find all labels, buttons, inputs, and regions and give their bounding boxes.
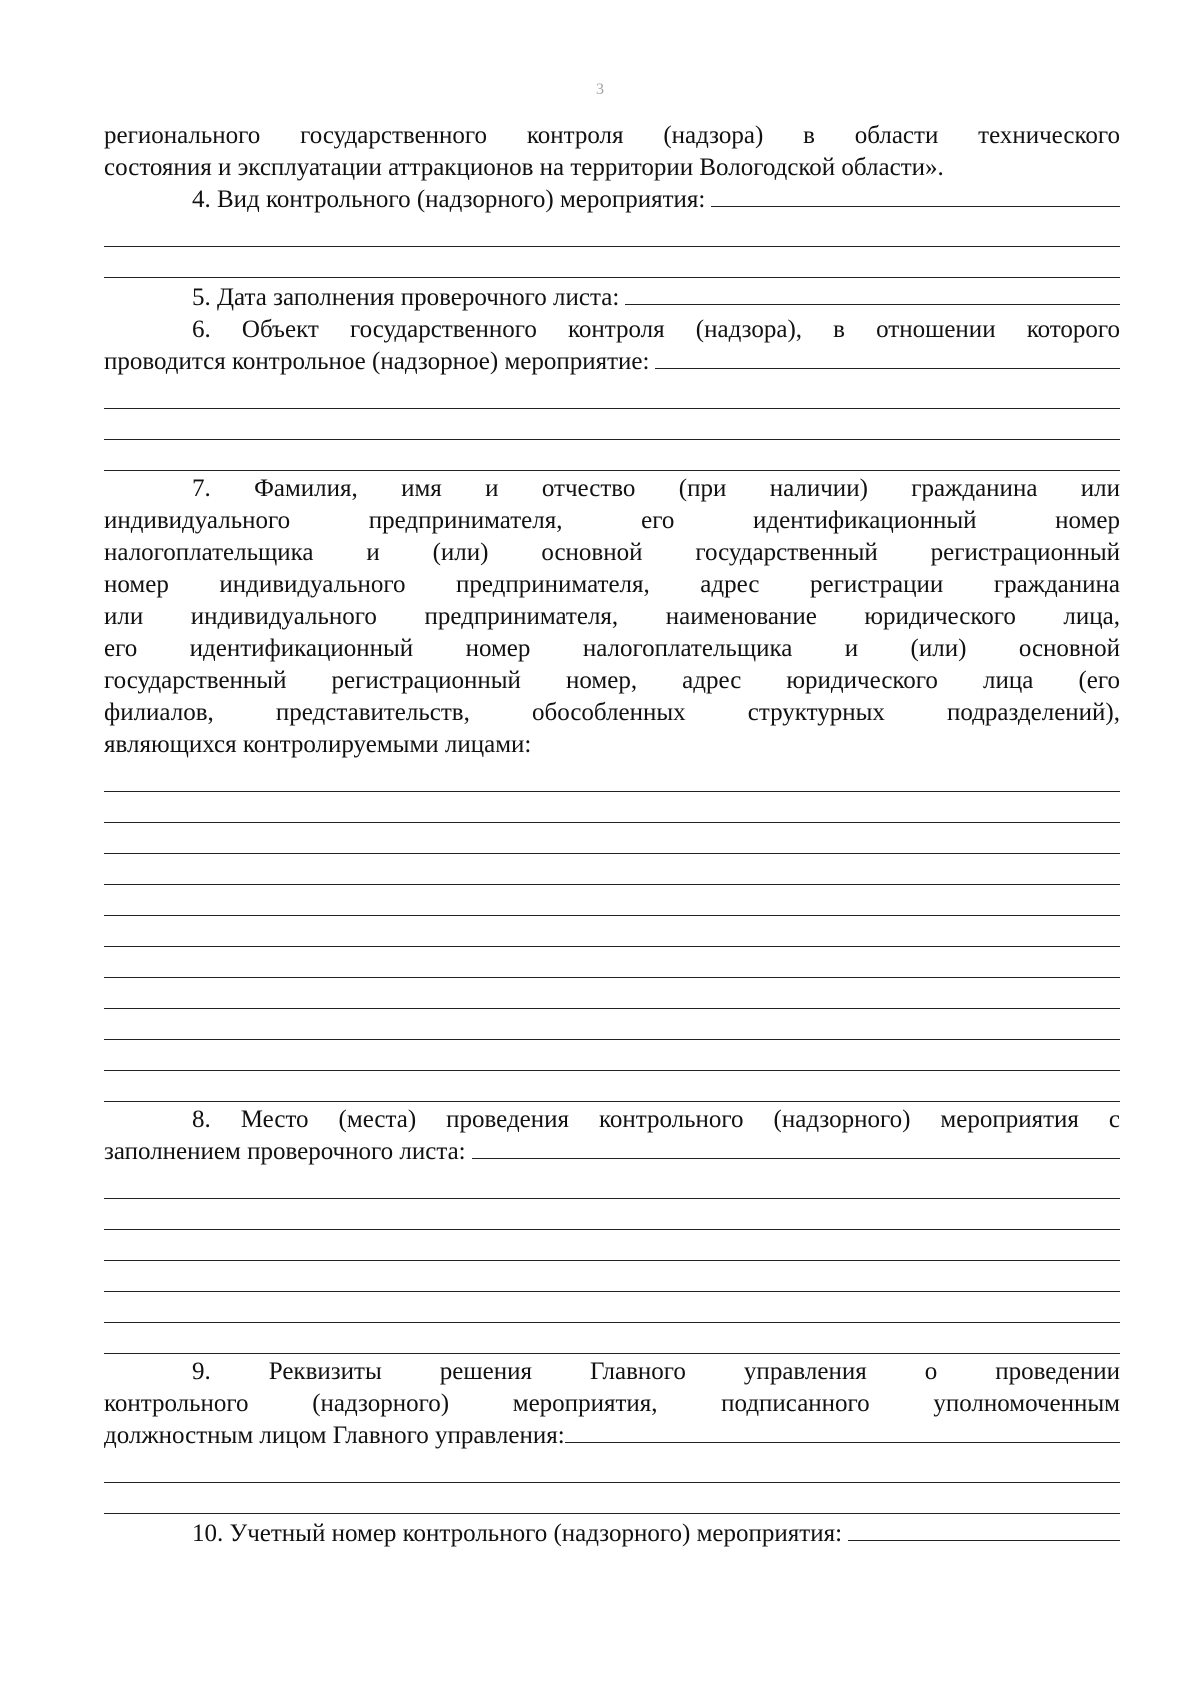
item-6-row bbox=[104, 346, 1120, 378]
item-9-line: контрольного (надзорного) мероприятия, подписанного уполномоченным bbox=[104, 1390, 1120, 1417]
item-8-blank-line[interactable] bbox=[104, 1353, 1120, 1354]
item-6-blank-line[interactable] bbox=[104, 439, 1120, 440]
item-7-blank-line[interactable] bbox=[104, 1070, 1120, 1071]
item-7-line: или индивидуального предпринимателя, наименование юридического лица, bbox=[104, 603, 1120, 630]
item-9-blank-line[interactable] bbox=[104, 1482, 1120, 1483]
item-7-line: 7. Фамилия, имя и отчество (при наличии) гражданина или bbox=[192, 475, 1120, 502]
item-4-blank-line[interactable] bbox=[104, 246, 1120, 247]
item-8-row bbox=[104, 1136, 1120, 1168]
item-8-line: 8. Место (места) проведения контрольного (надзорного) мероприятия с bbox=[192, 1106, 1120, 1133]
item-6-blank-line[interactable] bbox=[104, 470, 1120, 471]
intro-line: состояния и эксплуатации аттракционов на территории Вологодской области». bbox=[104, 154, 944, 181]
item-9-blank-line[interactable] bbox=[104, 1513, 1120, 1514]
item-5-row bbox=[104, 282, 1120, 314]
item-4-row bbox=[104, 184, 1120, 216]
item-7-line: его идентификационный номер налогоплательщика и (или) основной bbox=[104, 635, 1120, 662]
item-7-line: государственный регистрационный номер, адрес юридического лица (его bbox=[104, 667, 1120, 694]
page-number: 3 bbox=[596, 81, 604, 98]
item-5-field[interactable] bbox=[625, 282, 1120, 305]
item-7-blank-line[interactable] bbox=[104, 853, 1120, 854]
item-9-line: 9. Реквизиты решения Главного управления о проведении bbox=[192, 1358, 1120, 1385]
item-7-blank-line[interactable] bbox=[104, 1008, 1120, 1009]
item-7-blank-line[interactable] bbox=[104, 884, 1120, 885]
item-10-field[interactable] bbox=[848, 1518, 1120, 1541]
item-7-line: являющихся контролируемыми лицами: bbox=[104, 731, 532, 758]
item-6-label: проводится контрольное (надзорное) мероприятие: bbox=[104, 348, 650, 375]
item-9-row bbox=[104, 1420, 1120, 1452]
intro-line: регионального государственного контроля (надзора) в области технического bbox=[104, 122, 1120, 149]
item-7-line: индивидуального предпринимателя, его идентификационный номер bbox=[104, 507, 1120, 534]
item-5-label: 5. Дата заполнения проверочного листа: bbox=[192, 284, 620, 311]
item-7-blank-line[interactable] bbox=[104, 1039, 1120, 1040]
item-4-blank-line[interactable] bbox=[104, 277, 1120, 278]
item-7-blank-line[interactable] bbox=[104, 915, 1120, 916]
form-content bbox=[104, 120, 1120, 1550]
item-7-line: номер индивидуального предпринимателя, адрес регистрации гражданина bbox=[104, 571, 1120, 598]
item-7-paragraph bbox=[104, 473, 1120, 761]
item-8-blank-line[interactable] bbox=[104, 1291, 1120, 1292]
item-6-line: 6. Объект государственного контроля (надзора), в отношении которого bbox=[192, 316, 1120, 343]
item-10-row bbox=[104, 1518, 1120, 1550]
item-6-field[interactable] bbox=[655, 346, 1120, 369]
item-4-label: 4. Вид контрольного (надзорного) мероприятия: bbox=[192, 186, 706, 213]
item-9-field[interactable] bbox=[565, 1420, 1120, 1443]
item-8-blank-line[interactable] bbox=[104, 1198, 1120, 1199]
item-8-label: заполнением проверочного листа: bbox=[104, 1138, 466, 1165]
item-7-blank-line[interactable] bbox=[104, 822, 1120, 823]
item-8-blank-line[interactable] bbox=[104, 1322, 1120, 1323]
item-7-blank-line[interactable] bbox=[104, 977, 1120, 978]
item-4-field[interactable] bbox=[711, 184, 1120, 207]
item-8-field[interactable] bbox=[472, 1136, 1120, 1159]
item-7-blank-line[interactable] bbox=[104, 946, 1120, 947]
item-8-blank-line[interactable] bbox=[104, 1260, 1120, 1261]
item-7-blank-line[interactable] bbox=[104, 1101, 1120, 1102]
item-8-blank-line[interactable] bbox=[104, 1229, 1120, 1230]
item-6-blank-line[interactable] bbox=[104, 408, 1120, 409]
item-7-blank-line[interactable] bbox=[104, 791, 1120, 792]
item-9-label: должностным лицом Главного управления: bbox=[104, 1422, 565, 1449]
item-10-label: 10. Учетный номер контрольного (надзорного) мероприятия: bbox=[192, 1520, 843, 1547]
item-7-line: налогоплательщика и (или) основной государственный регистрационный bbox=[104, 539, 1120, 566]
item-7-line: филиалов, представительств, обособленных структурных подразделений), bbox=[104, 699, 1120, 726]
